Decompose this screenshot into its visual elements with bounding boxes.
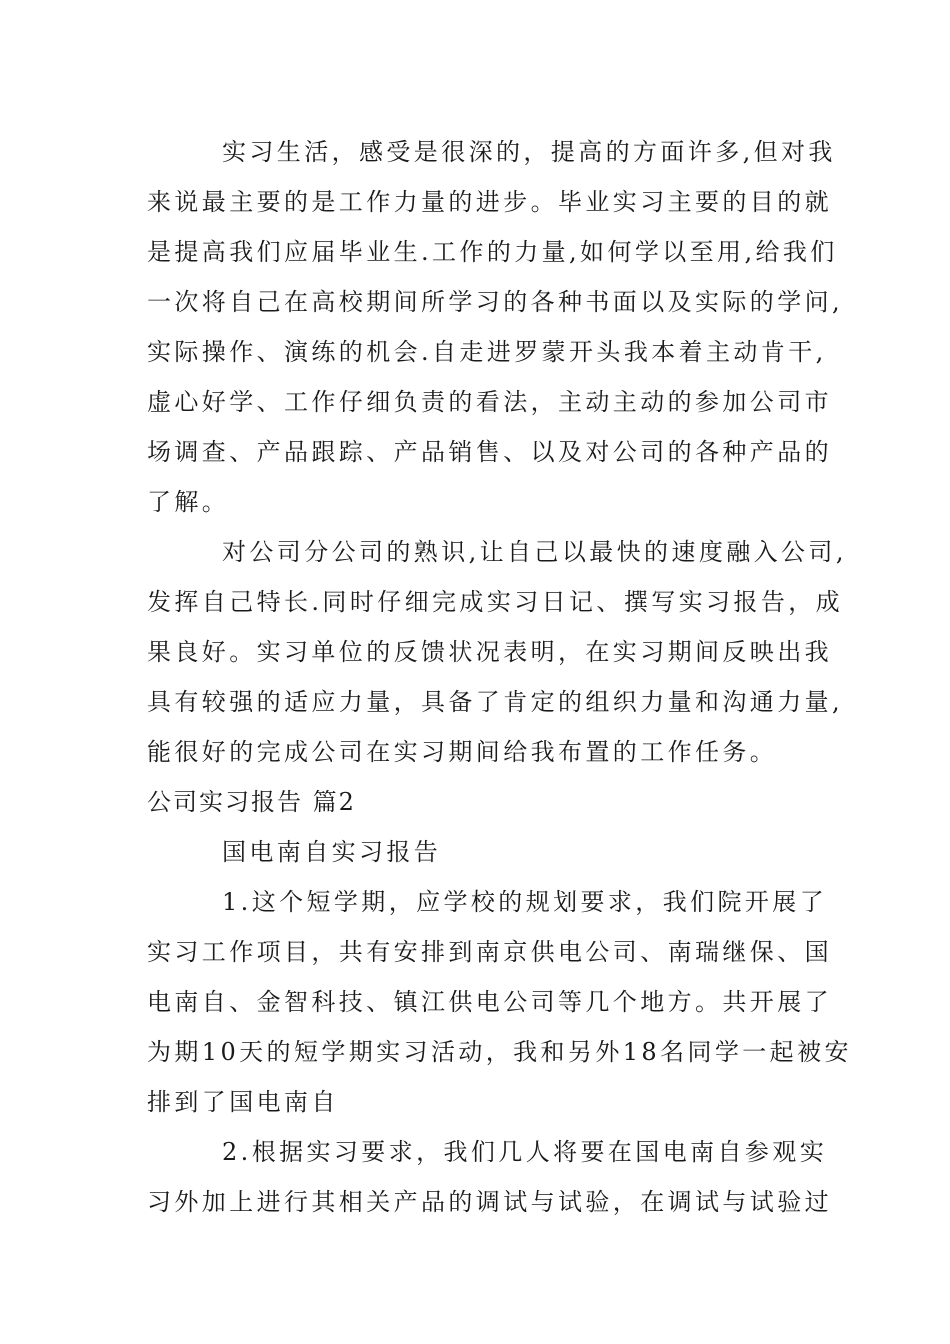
report-subtitle: 国电南自实习报告 [222, 838, 442, 866]
paragraph-line: 实习生活，感受是很深的，提高的方面许多,但对我 [222, 138, 836, 166]
paragraph-line: 来说最主要的是工作力量的进步。毕业实习主要的目的就 [147, 188, 832, 216]
paragraph-line: 实习工作项目，共有安排到南京供电公司、南瑞继保、国 [147, 938, 832, 966]
section-heading: 公司实习报告 篇2 [147, 788, 356, 816]
paragraph-line: 实际操作、演练的机会.自走进罗蒙开头我本着主动肯干, [147, 338, 827, 366]
paragraph-line: 对公司分公司的熟识,让自己以最快的速度融入公司, [222, 538, 847, 566]
paragraph-line: 为期10天的短学期实习活动，我和另外18名同学一起被安 [147, 1038, 852, 1066]
paragraph-line: 场调查、产品跟踪、产品销售、以及对公司的各种产品的 [147, 438, 832, 466]
paragraph-line: 2.根据实习要求，我们几人将要在国电南自参观实 [222, 1138, 828, 1166]
paragraph-line: 排到了国电南自 [147, 1088, 339, 1116]
paragraph-line: 能很好的完成公司在实习期间给我布置的工作任务。 [147, 738, 778, 766]
paragraph-line: 虚心好学、工作仔细负责的看法，主动主动的参加公司市 [147, 388, 832, 416]
paragraph-line: 习外加上进行其相关产品的调试与试验，在调试与试验过 [147, 1188, 832, 1216]
paragraph-line: 了解。 [147, 488, 230, 516]
paragraph-line: 一次将自己在高校期间所学习的各种书面以及实际的学问, [147, 288, 844, 316]
paragraph-line: 发挥自己特长.同时仔细完成实习日记、撰写实习报告，成 [147, 588, 844, 616]
paragraph-line: 果良好。实习单位的反馈状况表明，在实习期间反映出我 [147, 638, 832, 666]
paragraph-line: 1.这个短学期，应学校的规划要求，我们院开展了 [222, 888, 828, 916]
paragraph-line: 电南自、金智科技、镇江供电公司等几个地方。共开展了 [147, 988, 832, 1016]
paragraph-line: 具有较强的适应力量，具备了肯定的组织力量和沟通力量, [147, 688, 844, 716]
paragraph-line: 是提高我们应届毕业生.工作的力量,如何学以至用,给我们 [147, 238, 838, 266]
